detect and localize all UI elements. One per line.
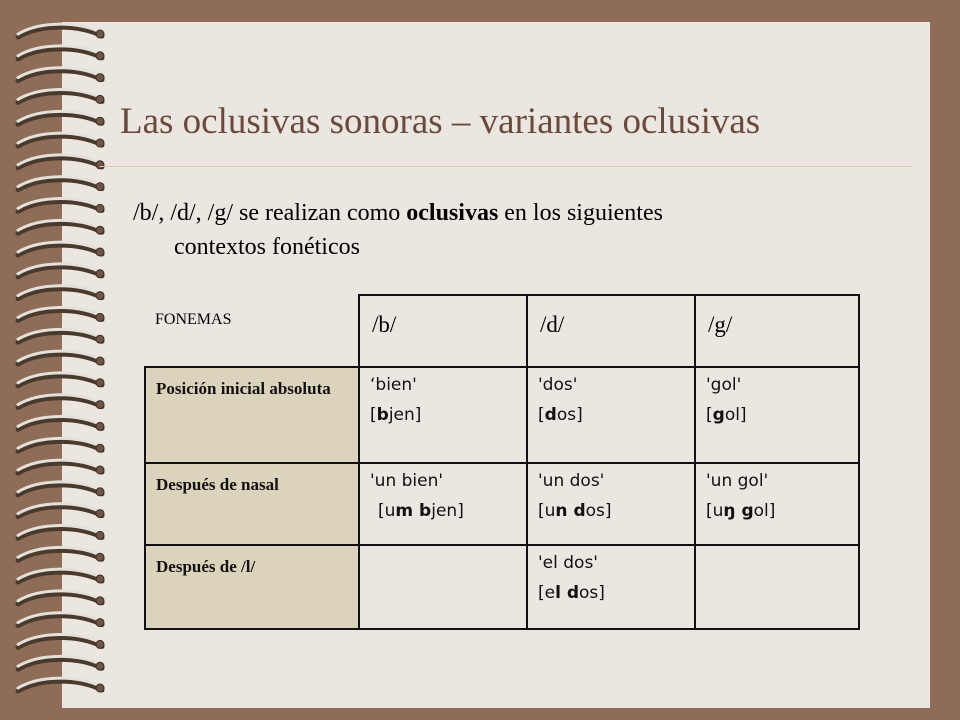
header-g-cell: [695, 295, 859, 367]
header-fonemas-cell: [145, 295, 359, 367]
intro-emphasis: oclusivas: [406, 200, 499, 226]
transcription-open: [u: [378, 501, 396, 521]
header-fonemas: FONEMAS: [155, 311, 232, 328]
transcription-bold: b: [376, 405, 389, 425]
table-row: [145, 545, 859, 629]
cell-g: [695, 367, 859, 463]
spiral-hole: [96, 422, 104, 430]
table-row: [145, 367, 859, 463]
spiral-hole: [96, 444, 104, 452]
spiral-hole: [96, 313, 104, 321]
example-transcription: [360, 398, 526, 428]
spiral-hole: [96, 379, 104, 387]
row-label-cell: [145, 463, 359, 545]
example-word: 'el dos': [538, 553, 598, 573]
cell-b: [359, 367, 527, 463]
cell-d: [527, 367, 695, 463]
spiral-hole: [96, 357, 104, 365]
spiral-hole: [96, 597, 104, 605]
transcription-rest: ol]: [753, 501, 776, 521]
spiral-hole: [96, 204, 104, 212]
intro-text-after: en los siguientes: [498, 200, 663, 226]
spiral-hole: [96, 619, 104, 627]
intro-line2: contextos fonéticos: [174, 234, 360, 260]
spiral-hole: [96, 662, 104, 670]
spiral-hole: [96, 531, 104, 539]
spiral-hole: [96, 292, 104, 300]
cell-b-empty: [359, 545, 527, 629]
header-b: /b/: [372, 312, 397, 337]
transcription-open: [: [538, 405, 545, 425]
example-transcription: [528, 494, 694, 524]
transcription-open: [u: [706, 501, 724, 521]
slide-title: Las oclusivas sonoras – variantes oclusivas: [120, 101, 761, 142]
spiral-hole: [96, 139, 104, 147]
spiral-hole: [96, 183, 104, 191]
example-word: 'un bien': [370, 471, 444, 491]
transcription-rest: jen]: [388, 405, 422, 425]
example-transcription: [528, 398, 694, 428]
transcription-rest: os]: [579, 583, 605, 603]
transcription-bold: d: [544, 405, 557, 425]
cell-d: [527, 545, 695, 629]
transcription-open: [u: [538, 501, 556, 521]
row-label: Después de /l/: [156, 557, 256, 576]
table-row: [145, 463, 859, 545]
header-d-cell: [527, 295, 695, 367]
cell-b: [359, 463, 527, 545]
example-word: 'un dos': [538, 471, 605, 491]
spiral-hole: [96, 52, 104, 60]
example-transcription: [528, 576, 694, 606]
example-word: 'dos': [538, 375, 578, 395]
spiral-hole: [96, 640, 104, 648]
table-header-row: [145, 295, 859, 367]
row-label-cell: [145, 367, 359, 463]
intro-text-before: /b/, /d/, /g/ se realizan como: [133, 200, 407, 226]
spiral-hole: [96, 30, 104, 38]
spiral-binding: [10, 22, 110, 708]
spiral-hole: [96, 226, 104, 234]
spiral-hole: [96, 117, 104, 125]
cell-g: [695, 463, 859, 545]
header-b-cell: [359, 295, 527, 367]
spiral-hole: [96, 401, 104, 409]
transcription-bold: g: [712, 405, 725, 425]
spiral-hole: [96, 488, 104, 496]
row-label: Después de nasal: [156, 475, 279, 494]
spiral-hole: [96, 74, 104, 82]
transcription-bold: n d: [555, 501, 586, 521]
row-label-cell: [145, 545, 359, 629]
transcription-open: [: [370, 405, 377, 425]
transcription-open: [e: [538, 583, 556, 603]
spiral-hole: [96, 575, 104, 583]
spiral-hole: [96, 161, 104, 169]
transcription-bold: ŋ g: [723, 501, 754, 521]
spiral-hole: [96, 553, 104, 561]
spiral-hole: [96, 248, 104, 256]
transcription-rest: os]: [585, 501, 612, 521]
transcription-open: [: [706, 405, 713, 425]
row-label: Posición inicial absoluta: [156, 379, 331, 398]
header-g: /g/: [708, 312, 733, 337]
transcription-rest: ol]: [724, 405, 747, 425]
spiral-hole: [96, 510, 104, 518]
example-transcription: [696, 494, 858, 524]
spiral-hole: [96, 95, 104, 103]
example-word: ‘bien': [370, 375, 417, 395]
transcription-bold: m b: [395, 501, 432, 521]
spiral-hole: [96, 466, 104, 474]
transcription-rest: jen]: [431, 501, 464, 521]
example-transcription: [696, 398, 858, 428]
spiral-hole: [96, 684, 104, 692]
transcription-rest: os]: [556, 405, 583, 425]
example-transcription: [360, 494, 526, 524]
intro-paragraph: [133, 196, 873, 264]
example-word: 'un gol': [706, 471, 769, 491]
cell-d: [527, 463, 695, 545]
spiral-hole: [96, 335, 104, 343]
spiral-hole: [96, 270, 104, 278]
cell-g-empty: [695, 545, 859, 629]
phoneme-table: [144, 294, 860, 630]
transcription-bold: l d: [555, 583, 580, 603]
title-divider: [100, 166, 912, 167]
header-d: /d/: [540, 312, 565, 337]
example-word: 'gol': [706, 375, 742, 395]
